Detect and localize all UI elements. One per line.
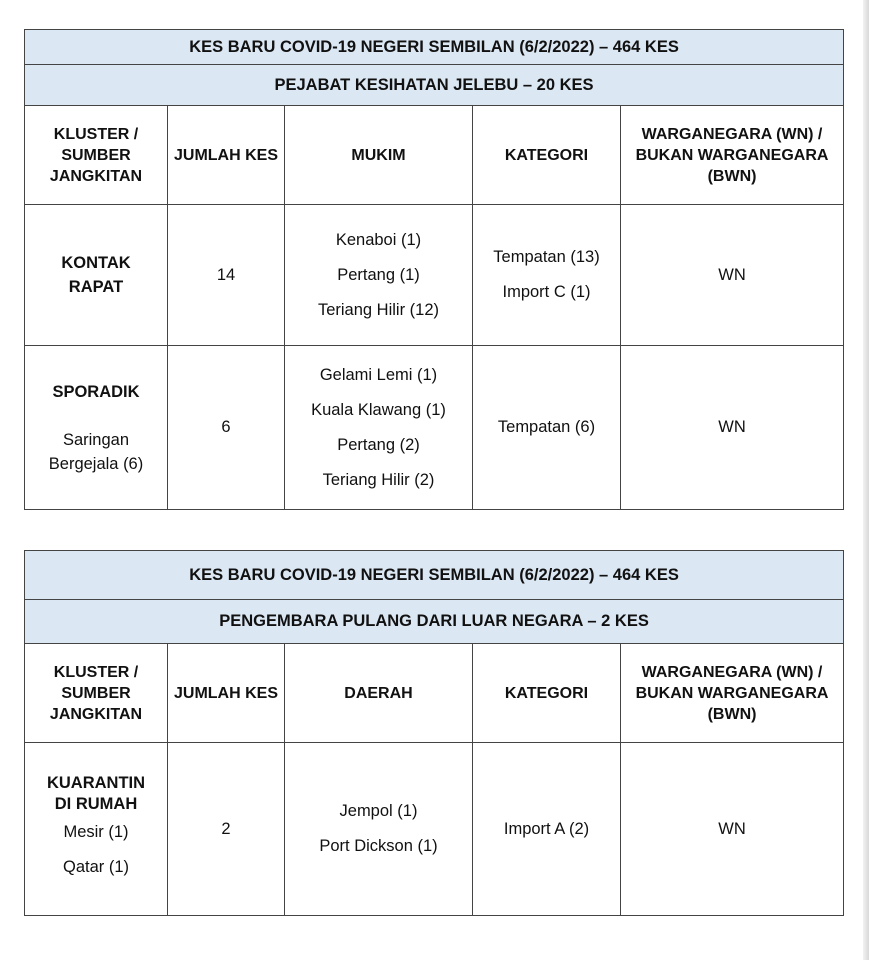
mukim-item: Pertang (2) xyxy=(337,435,420,454)
kategori-item: Import C (1) xyxy=(502,283,591,301)
wn-cell: WN xyxy=(621,743,844,916)
kluster-label: KUARANTIN DI RUMAH xyxy=(46,774,146,813)
daerah-item: Jempol (1) xyxy=(339,802,418,820)
header-kategori: KATEGORI xyxy=(473,644,621,743)
table-row xyxy=(25,205,844,346)
header-wn: WARGANEGARA (WN) / BUKAN WARGANEGARA (BWN) xyxy=(621,106,844,205)
header-kluster: KLUSTER / SUMBER JANGKITAN xyxy=(25,106,168,205)
mukim-item: Kenaboi (1) xyxy=(335,230,422,249)
kluster-cell xyxy=(25,743,168,916)
table-row xyxy=(25,346,844,510)
table-subtitle: PEJABAT KESIHATAN JELEBU – 20 KES xyxy=(25,65,844,106)
daerah-item: Port Dickson (1) xyxy=(319,837,438,855)
mukim-cell xyxy=(285,346,473,510)
kluster-sub: Saringan Bergejala (6) xyxy=(48,430,144,473)
kluster-cell: KONTAK RAPAT xyxy=(25,205,168,346)
kategori-cell: Tempatan (6) xyxy=(473,346,621,510)
table-title: KES BARU COVID-19 NEGERI SEMBILAN (6/2/2022) – 464 KES xyxy=(25,30,844,65)
kluster-item: Qatar (1) xyxy=(62,858,130,876)
table-row xyxy=(25,743,844,916)
jumlah-cell: 6 xyxy=(168,346,285,510)
wn-cell: WN xyxy=(621,346,844,510)
mukim-item: Pertang (1) xyxy=(337,265,420,284)
jumlah-cell: 14 xyxy=(168,205,285,346)
daerah-cell xyxy=(285,743,473,916)
header-jumlah: JUMLAH KES xyxy=(168,644,285,743)
header-daerah: DAERAH xyxy=(285,644,473,743)
kluster-cell xyxy=(25,346,168,510)
jelebu-cases-table xyxy=(24,29,844,510)
header-wn: WARGANEGARA (WN) / BUKAN WARGANEGARA (BWN) xyxy=(621,644,844,743)
mukim-cell xyxy=(285,205,473,346)
kluster-item: Mesir (1) xyxy=(63,823,129,841)
traveller-cases-table xyxy=(24,550,844,916)
page-edge xyxy=(863,0,869,960)
header-kategori: KATEGORI xyxy=(473,106,621,205)
jumlah-cell: 2 xyxy=(168,743,285,916)
mukim-item: Teriang Hilir (12) xyxy=(317,300,440,319)
table-title: KES BARU COVID-19 NEGERI SEMBILAN (6/2/2022) – 464 KES xyxy=(25,551,844,600)
kategori-cell xyxy=(473,205,621,346)
header-mukim: MUKIM xyxy=(285,106,473,205)
kategori-cell: Import A (2) xyxy=(473,743,621,916)
mukim-item: Teriang Hilir (2) xyxy=(322,470,435,489)
header-kluster: KLUSTER / SUMBER JANGKITAN xyxy=(25,644,168,743)
kategori-item: Tempatan (13) xyxy=(493,248,600,266)
kluster-label: SPORADIK xyxy=(52,382,140,401)
header-jumlah: JUMLAH KES xyxy=(168,106,285,205)
wn-cell: WN xyxy=(621,205,844,346)
table-subtitle: PENGEMBARA PULANG DARI LUAR NEGARA – 2 KES xyxy=(25,600,844,644)
mukim-item: Gelami Lemi (1) xyxy=(319,365,438,384)
mukim-item: Kuala Klawang (1) xyxy=(311,400,446,419)
